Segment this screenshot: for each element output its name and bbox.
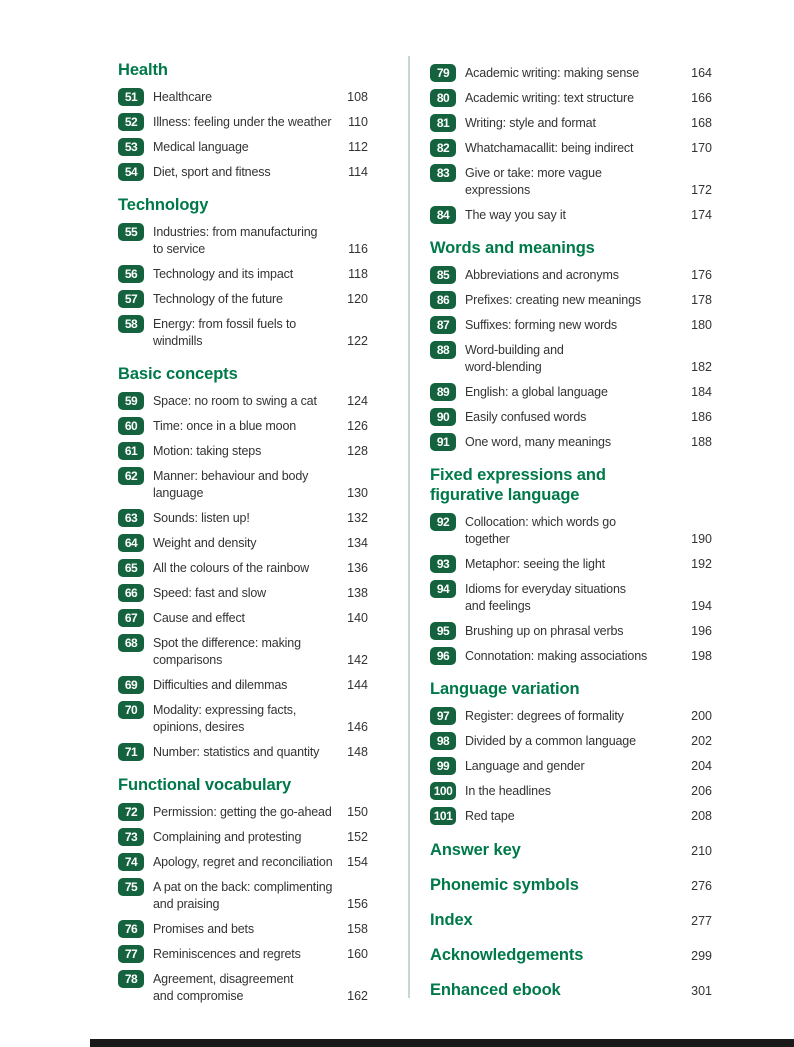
toc-entry [430, 513, 712, 548]
toc-entry [430, 114, 712, 132]
toc-entry [118, 315, 368, 350]
entry-page-number: 166 [691, 91, 712, 105]
section-heading: Basic concepts [118, 365, 238, 383]
unit-number-badge: 61 [118, 442, 144, 460]
page-bottom-edge [90, 1039, 794, 1047]
backmatter-page-number: 276 [691, 879, 712, 893]
unit-number-badge: 84 [430, 206, 456, 224]
entry-title: Industries: from manufacturing to service [153, 225, 318, 256]
unit-number-badge: 55 [118, 223, 144, 241]
unit-number-badge: 70 [118, 701, 144, 719]
entry-page-number: 112 [348, 140, 368, 154]
toc-column-left [118, 56, 368, 1012]
unit-number-badge: 93 [430, 555, 456, 573]
unit-number-badge: 59 [118, 392, 144, 410]
entry-title: Apology, regret and reconciliation [153, 855, 333, 869]
entry-title: Promises and bets [153, 922, 254, 936]
entry-page-number: 168 [691, 116, 712, 130]
entry-page-number: 182 [691, 360, 712, 374]
entry-page-number: 208 [691, 809, 712, 823]
toc-entry [118, 828, 368, 846]
entry-page-number: 124 [347, 394, 368, 408]
entry-title: Suffixes: forming new words [465, 318, 618, 332]
unit-number-badge: 78 [118, 970, 144, 988]
toc-entry [430, 139, 712, 157]
entry-page-number: 120 [347, 292, 368, 306]
entry-title: Connotation: making associations [465, 649, 648, 663]
entry-page-number: 136 [347, 561, 368, 575]
entry-title: Modality: expressing facts, opinions, desires [153, 703, 297, 734]
entry-title: Motion: taking steps [153, 444, 262, 458]
entry-title: The way you say it [465, 208, 566, 222]
entry-page-number: 110 [348, 115, 368, 129]
toc-entry [118, 113, 368, 131]
unit-number-badge: 97 [430, 707, 456, 725]
unit-number-badge: 75 [118, 878, 144, 896]
toc-entry [118, 88, 368, 106]
toc-entry [118, 609, 368, 627]
unit-number-badge: 95 [430, 622, 456, 640]
toc-entry [430, 647, 712, 665]
toc-entry [430, 782, 712, 800]
entry-page-number: 178 [691, 293, 712, 307]
entry-page-number: 172 [691, 183, 712, 197]
entry-page-number: 130 [347, 486, 368, 500]
toc-entry [118, 223, 368, 258]
toc-entry [430, 408, 712, 426]
entry-title: Abbreviations and acronyms [465, 268, 619, 282]
entry-title: Sounds: listen up! [153, 511, 250, 525]
backmatter-page-number: 277 [691, 914, 712, 928]
entry-page-number: 192 [691, 557, 712, 571]
entry-title: Idioms for everyday situations and feelings [465, 582, 626, 613]
toc-entry [118, 676, 368, 694]
toc-entry [118, 442, 368, 460]
unit-number-badge: 77 [118, 945, 144, 963]
unit-number-badge: 58 [118, 315, 144, 333]
toc-entry [430, 206, 712, 224]
toc-entry [118, 392, 368, 410]
toc-entry [118, 803, 368, 821]
unit-number-badge: 98 [430, 732, 456, 750]
unit-number-badge: 85 [430, 266, 456, 284]
entry-title: Metaphor: seeing the light [465, 557, 605, 571]
toc-entry [430, 433, 712, 451]
entry-page-number: 116 [348, 242, 368, 256]
toc-entry [118, 559, 368, 577]
entry-title: In the headlines [465, 784, 551, 798]
entry-page-number: 162 [347, 989, 368, 1003]
entry-page-number: 150 [347, 805, 368, 819]
entry-page-number: 180 [691, 318, 712, 332]
entry-title: Register: degrees of formality [465, 709, 624, 723]
toc-entry [430, 266, 712, 284]
entry-page-number: 200 [691, 709, 712, 723]
entry-page-number: 186 [691, 410, 712, 424]
toc-entry [430, 164, 712, 199]
toc-entry [430, 732, 712, 750]
section-heading: Words and meanings [430, 239, 595, 257]
unit-number-badge: 81 [430, 114, 456, 132]
entry-page-number: 194 [691, 599, 712, 613]
entry-title: Complaining and protesting [153, 830, 302, 844]
entry-page-number: 184 [691, 385, 712, 399]
entry-page-number: 156 [347, 897, 368, 911]
entry-title: Time: once in a blue moon [153, 419, 297, 433]
toc-entry [118, 920, 368, 938]
entry-title: Diet, sport and fitness [153, 165, 271, 179]
unit-number-badge: 51 [118, 88, 144, 106]
entry-title: Speed: fast and slow [153, 586, 267, 600]
backmatter-entry [430, 945, 712, 965]
entry-title: Brushing up on phrasal verbs [465, 624, 624, 638]
entry-title: Prefixes: creating new meanings [465, 293, 641, 307]
section-heading: Language variation [430, 680, 580, 698]
unit-number-badge: 101 [430, 807, 456, 825]
backmatter-heading: Phonemic symbols [430, 876, 579, 894]
toc-entry [430, 757, 712, 775]
entry-page-number: 108 [347, 90, 368, 104]
entry-page-number: 160 [347, 947, 368, 961]
entry-page-number: 114 [348, 165, 368, 179]
entry-title: A pat on the back: complimenting and praising [153, 880, 333, 911]
section-heading: Fixed expressions and figurative language [430, 466, 606, 504]
toc-entry [430, 316, 712, 334]
unit-number-badge: 72 [118, 803, 144, 821]
entry-page-number: 196 [691, 624, 712, 638]
backmatter-entry [430, 840, 712, 860]
backmatter-page-number: 301 [691, 984, 712, 998]
entry-title: Writing: style and format [465, 116, 596, 130]
entry-page-number: 190 [691, 532, 712, 546]
entry-title: Manner: behaviour and body language [153, 469, 309, 500]
entry-page-number: 176 [691, 268, 712, 282]
toc-entry [430, 89, 712, 107]
entry-title: All the colours of the rainbow [153, 561, 310, 575]
entry-page-number: 144 [347, 678, 368, 692]
toc-entry [430, 383, 712, 401]
backmatter-heading: Index [430, 911, 473, 929]
unit-number-badge: 74 [118, 853, 144, 871]
unit-number-badge: 53 [118, 138, 144, 156]
entry-title: Agreement, disagreement and compromise [153, 972, 294, 1003]
entry-page-number: 158 [347, 922, 368, 936]
entry-page-number: 138 [347, 586, 368, 600]
backmatter-heading: Answer key [430, 841, 521, 859]
unit-number-badge: 91 [430, 433, 456, 451]
entry-page-number: 118 [348, 267, 368, 281]
toc-entry [430, 291, 712, 309]
entry-title: Healthcare [153, 90, 212, 104]
entry-title: Reminiscences and regrets [153, 947, 301, 961]
entry-page-number: 188 [691, 435, 712, 449]
unit-number-badge: 69 [118, 676, 144, 694]
entry-page-number: 204 [691, 759, 712, 773]
unit-number-badge: 94 [430, 580, 456, 598]
entry-title: Academic writing: text structure [465, 91, 634, 105]
entry-title: Difficulties and dilemmas [153, 678, 288, 692]
toc-entry [118, 878, 368, 913]
unit-number-badge: 60 [118, 417, 144, 435]
toc-entry [118, 584, 368, 602]
toc-column-right [430, 56, 712, 1012]
entry-title: Cause and effect [153, 611, 245, 625]
toc-entry [118, 163, 368, 181]
entry-page-number: 154 [347, 855, 368, 869]
entry-title: Illness: feeling under the weather [153, 115, 332, 129]
entry-page-number: 126 [347, 419, 368, 433]
unit-number-badge: 89 [430, 383, 456, 401]
entry-title: English: a global language [465, 385, 608, 399]
entry-page-number: 164 [691, 66, 712, 80]
toc-entry [430, 580, 712, 615]
unit-number-badge: 83 [430, 164, 456, 182]
backmatter-entry [430, 980, 712, 1000]
entry-page-number: 134 [347, 536, 368, 550]
toc-entry [430, 64, 712, 82]
toc-entry [118, 467, 368, 502]
unit-number-badge: 99 [430, 757, 456, 775]
toc-entry [430, 341, 712, 376]
unit-number-badge: 79 [430, 64, 456, 82]
toc-entry [118, 945, 368, 963]
entry-page-number: 148 [347, 745, 368, 759]
backmatter-entry [430, 875, 712, 895]
toc-entry [118, 138, 368, 156]
column-divider [408, 56, 410, 998]
unit-number-badge: 80 [430, 89, 456, 107]
unit-number-badge: 92 [430, 513, 456, 531]
entry-page-number: 122 [347, 334, 368, 348]
entry-page-number: 128 [347, 444, 368, 458]
toc-entry [118, 509, 368, 527]
entry-page-number: 146 [347, 720, 368, 734]
unit-number-badge: 63 [118, 509, 144, 527]
toc-entry [118, 701, 368, 736]
unit-number-badge: 62 [118, 467, 144, 485]
unit-number-badge: 88 [430, 341, 456, 359]
toc-entry [118, 970, 368, 1005]
toc-entry [118, 534, 368, 552]
backmatter-heading: Enhanced ebook [430, 981, 561, 999]
entry-title: Language and gender [465, 759, 585, 773]
unit-number-badge: 90 [430, 408, 456, 426]
toc-entry [430, 807, 712, 825]
unit-number-badge: 73 [118, 828, 144, 846]
entry-title: Easily confused words [465, 410, 587, 424]
entry-title: Permission: getting the go-ahead [153, 805, 332, 819]
unit-number-badge: 68 [118, 634, 144, 652]
entry-title: Red tape [465, 809, 515, 823]
section-heading: Technology [118, 196, 209, 214]
entry-page-number: 132 [347, 511, 368, 525]
entry-page-number: 174 [691, 208, 712, 222]
entry-title: Spot the difference: making comparisons [153, 636, 301, 667]
entry-page-number: 198 [691, 649, 712, 663]
unit-number-badge: 56 [118, 265, 144, 283]
entry-title: Academic writing: making sense [465, 66, 640, 80]
unit-number-badge: 65 [118, 559, 144, 577]
entry-title: Space: no room to swing a cat [153, 394, 317, 408]
entry-page-number: 152 [347, 830, 368, 844]
entry-page-number: 206 [691, 784, 712, 798]
toc-entry [118, 417, 368, 435]
toc-entry [118, 743, 368, 761]
entry-title: Weight and density [153, 536, 257, 550]
backmatter-entry [430, 910, 712, 930]
toc-entry [118, 265, 368, 283]
entry-title: Number: statistics and quantity [153, 745, 320, 759]
entry-title: Word-building and word-blending [465, 343, 564, 374]
toc-entry [430, 622, 712, 640]
toc-entry [430, 707, 712, 725]
toc-entry [118, 290, 368, 308]
unit-number-badge: 54 [118, 163, 144, 181]
unit-number-badge: 82 [430, 139, 456, 157]
entry-page-number: 140 [347, 611, 368, 625]
unit-number-badge: 96 [430, 647, 456, 665]
entry-title: Technology of the future [153, 292, 283, 306]
backmatter-page-number: 299 [691, 949, 712, 963]
backmatter-heading: Acknowledgements [430, 946, 584, 964]
entry-title: Divided by a common language [465, 734, 636, 748]
unit-number-badge: 76 [118, 920, 144, 938]
unit-number-badge: 87 [430, 316, 456, 334]
entry-title: One word, many meanings [465, 435, 611, 449]
entry-title: Whatchamacallit: being indirect [465, 141, 634, 155]
unit-number-badge: 66 [118, 584, 144, 602]
entry-title: Medical language [153, 140, 249, 154]
unit-number-badge: 57 [118, 290, 144, 308]
unit-number-badge: 100 [430, 782, 456, 800]
backmatter-page-number: 210 [691, 844, 712, 858]
entry-title: Energy: from fossil fuels to windmills [153, 317, 297, 348]
unit-number-badge: 64 [118, 534, 144, 552]
entry-title: Give or take: more vague expressions [465, 166, 602, 197]
entry-title: Collocation: which words go together [465, 515, 616, 546]
unit-number-badge: 71 [118, 743, 144, 761]
entry-page-number: 142 [347, 653, 368, 667]
section-heading: Health [118, 61, 168, 79]
unit-number-badge: 67 [118, 609, 144, 627]
entry-title: Technology and its impact [153, 267, 294, 281]
section-heading: Functional vocabulary [118, 776, 292, 794]
toc-entry [118, 634, 368, 669]
toc-entry [118, 853, 368, 871]
unit-number-badge: 86 [430, 291, 456, 309]
entry-page-number: 202 [691, 734, 712, 748]
unit-number-badge: 52 [118, 113, 144, 131]
entry-page-number: 170 [691, 141, 712, 155]
toc-entry [430, 555, 712, 573]
